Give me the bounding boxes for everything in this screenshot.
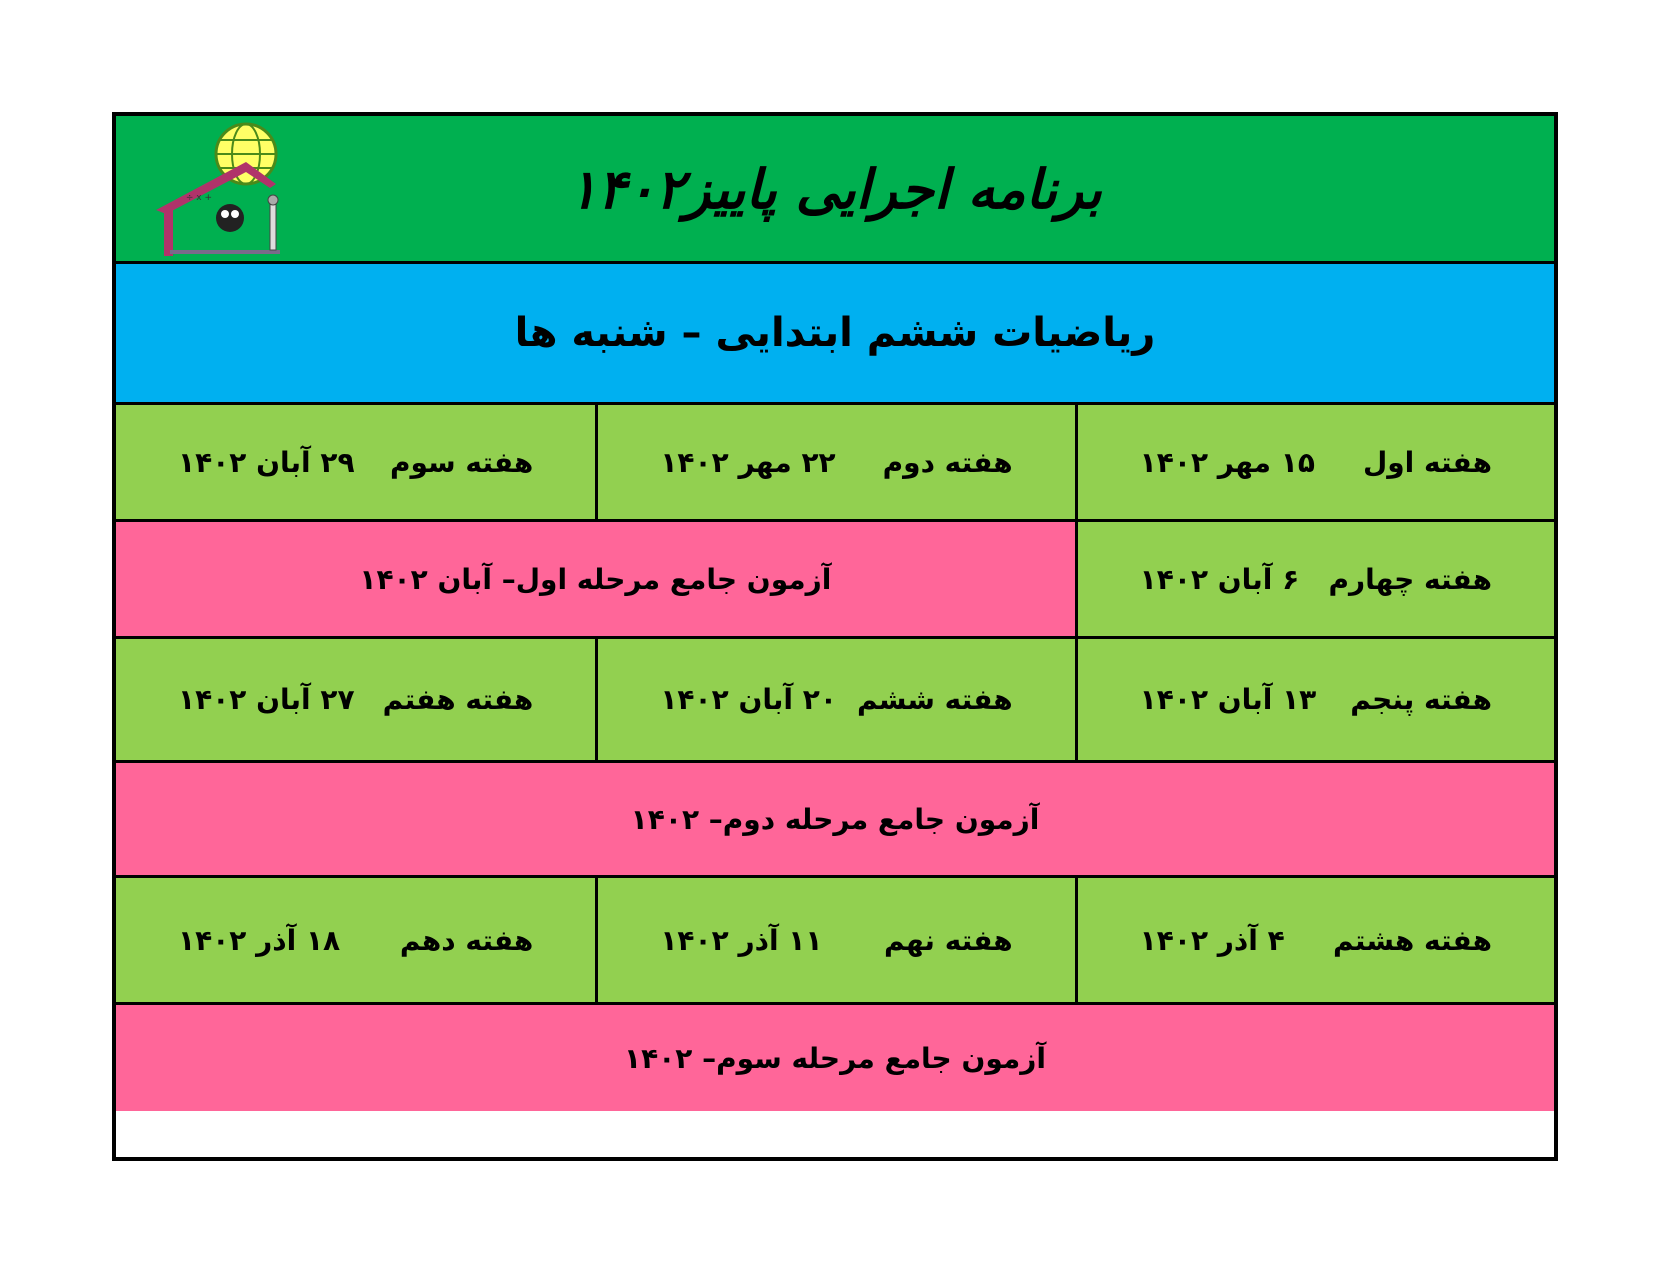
week-cell — [116, 405, 595, 519]
week-date: ۱۳ آبان ۱۴۰۲ — [1139, 683, 1317, 716]
week-row-1 — [116, 405, 1554, 522]
week-cell — [1075, 639, 1554, 760]
week-row-2 — [116, 522, 1554, 639]
exam-label: آزمون جامع مرحله سوم– ۱۴۰۲ — [624, 1041, 1046, 1075]
school-logo-icon — [154, 122, 294, 258]
week-cell — [595, 639, 1074, 760]
week-cell — [1075, 522, 1554, 636]
schedule-table — [112, 112, 1558, 1161]
week-date: ۲۷ آبان ۱۴۰۲ — [178, 683, 355, 716]
week-label: هفته پنجم — [1350, 683, 1492, 716]
week-label: هفته هفتم — [382, 683, 534, 716]
week-cell — [595, 405, 1074, 519]
svg-text:+ x ÷: + x ÷ — [185, 193, 212, 203]
week-date: ۲۹ آبان ۱۴۰۲ — [178, 445, 355, 479]
week-date: ۴ آذر ۱۴۰۲ — [1139, 923, 1285, 957]
week-label: هفته چهارم — [1328, 562, 1492, 596]
title-row — [116, 116, 1554, 264]
week-cell — [116, 878, 595, 1002]
subtitle-row — [116, 264, 1554, 405]
week-date: ۲۲ مهر ۱۴۰۲ — [660, 445, 836, 479]
exam-label: آزمون جامع مرحله دوم– ۱۴۰۲ — [630, 802, 1040, 836]
week-cell — [1075, 405, 1554, 519]
week-row-4 — [116, 878, 1554, 1005]
week-date: ۱۵ مهر ۱۴۰۲ — [1139, 445, 1315, 479]
week-date: ۱۸ آذر ۱۴۰۲ — [178, 923, 341, 957]
week-cell — [116, 639, 595, 760]
week-date: ۱۱ آذر ۱۴۰۲ — [660, 923, 823, 957]
week-label: هفته نهم — [883, 923, 1013, 957]
week-label: هفته هشتم — [1332, 923, 1492, 957]
exam-row-3 — [116, 1005, 1554, 1111]
week-label: هفته سوم — [390, 445, 534, 479]
week-label: هفته اول — [1362, 445, 1492, 479]
exam-cell — [116, 522, 1075, 636]
week-label: هفته دهم — [399, 923, 534, 957]
week-label: هفته دوم — [882, 445, 1013, 479]
exam-label: آزمون جامع مرحله اول– آبان ۱۴۰۲ — [359, 562, 832, 596]
week-date: ۲۰ آبان ۱۴۰۲ — [660, 683, 837, 716]
week-label: هفته ششم — [856, 683, 1013, 716]
page-title: برنامه اجرایی پاییز۱۴۰۲ — [568, 156, 1102, 221]
exam-row-2 — [116, 763, 1554, 878]
page-subtitle: ریاضیات ششم ابتدایی – شنبه ها — [514, 310, 1156, 356]
week-cell — [1075, 878, 1554, 1002]
week-date: ۶ آبان ۱۴۰۲ — [1139, 562, 1300, 596]
week-cell — [595, 878, 1074, 1002]
week-row-3 — [116, 639, 1554, 763]
